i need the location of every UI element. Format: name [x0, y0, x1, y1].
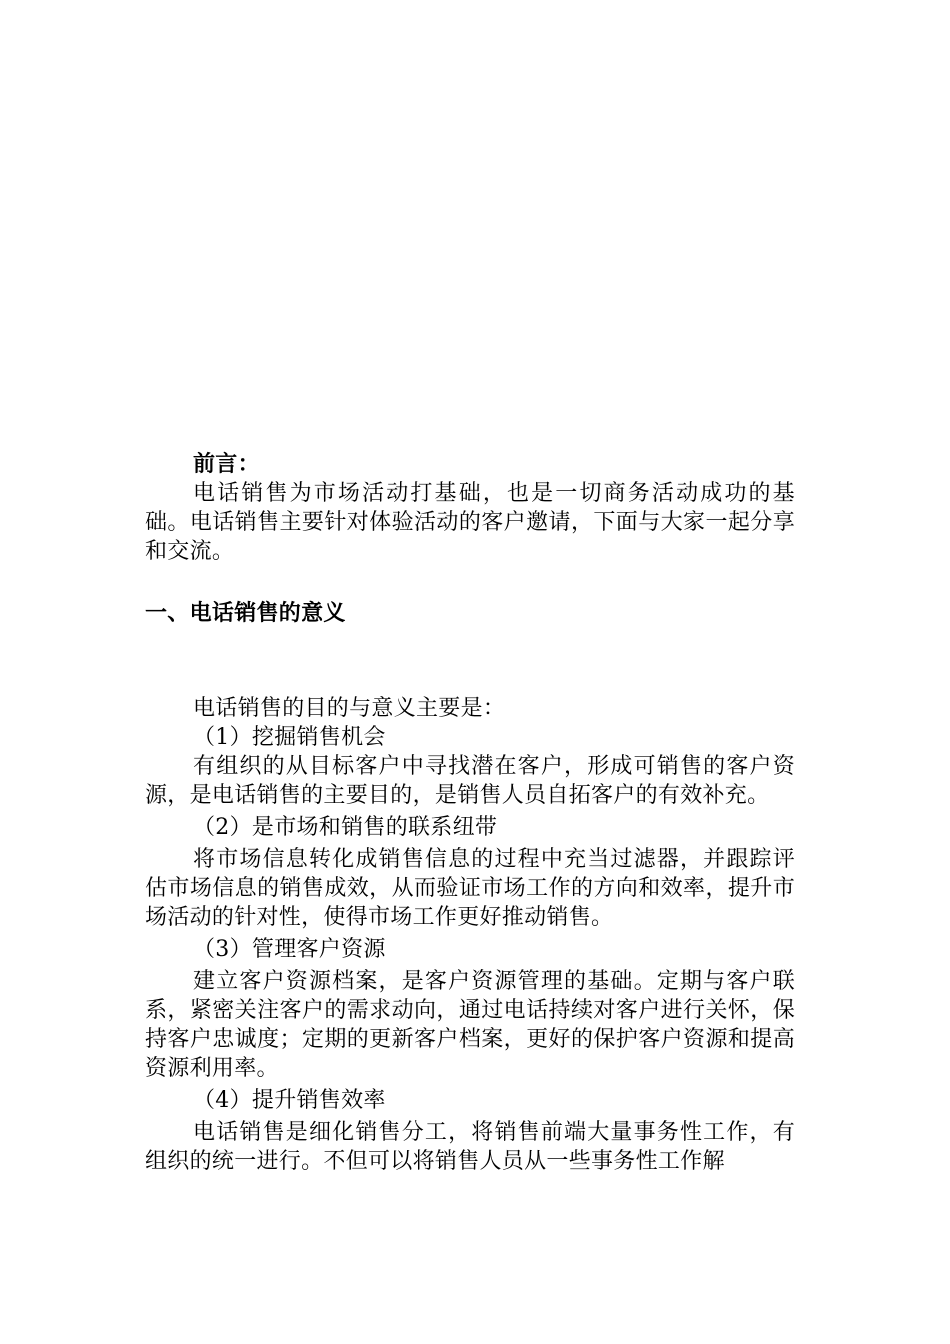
item-2-paragraph: 将市场信息转化成销售信息的过程中充当过滤器，并跟踪评估市场信息的销售成效，从而验证市场工作的方向和效率，提升市场活动的针对性，使得市场工作更好推动销售。 [145, 847, 795, 930]
section-intro: 电话销售的目的与意义主要是： [193, 696, 506, 721]
item-2-title: （2）是市场和销售的联系纽带 [193, 815, 498, 840]
item-1-title: （1）挖掘销售机会 [193, 725, 386, 750]
section-title: 一、电话销售的意义 [145, 601, 346, 626]
preface-paragraph: 电话销售为市场活动打基础，也是一切商务活动成功的基础。电话销售主要针对体验活动的客户邀请，下面与大家一起分享和交流。 [145, 481, 795, 564]
item-4-paragraph: 电话销售是细化销售分工，将销售前端大量事务性工作，有组织的统一进行。不但可以将销售人员从一些事务性工作解 [145, 1120, 795, 1174]
item-1-paragraph: 有组织的从目标客户中寻找潜在客户，形成可销售的客户资源，是电话销售的主要目的，是销售人员自拓客户的有效补充。 [145, 754, 795, 808]
item-4-title: （4）提升销售效率 [193, 1088, 386, 1113]
document-body [145, 450, 795, 1176]
preface-title: 前言： [193, 452, 260, 477]
item-3-paragraph: 建立客户资源档案，是客户资源管理的基础。定期与客户联系，紧密关注客户的需求动向，通过电话持续对客户进行关怀，保持客户忠诚度；定期的更新客户档案，更好的保护客户资源和提高资源利用率。 [145, 969, 795, 1081]
item-3-title: （3）管理客户资源 [193, 937, 386, 962]
